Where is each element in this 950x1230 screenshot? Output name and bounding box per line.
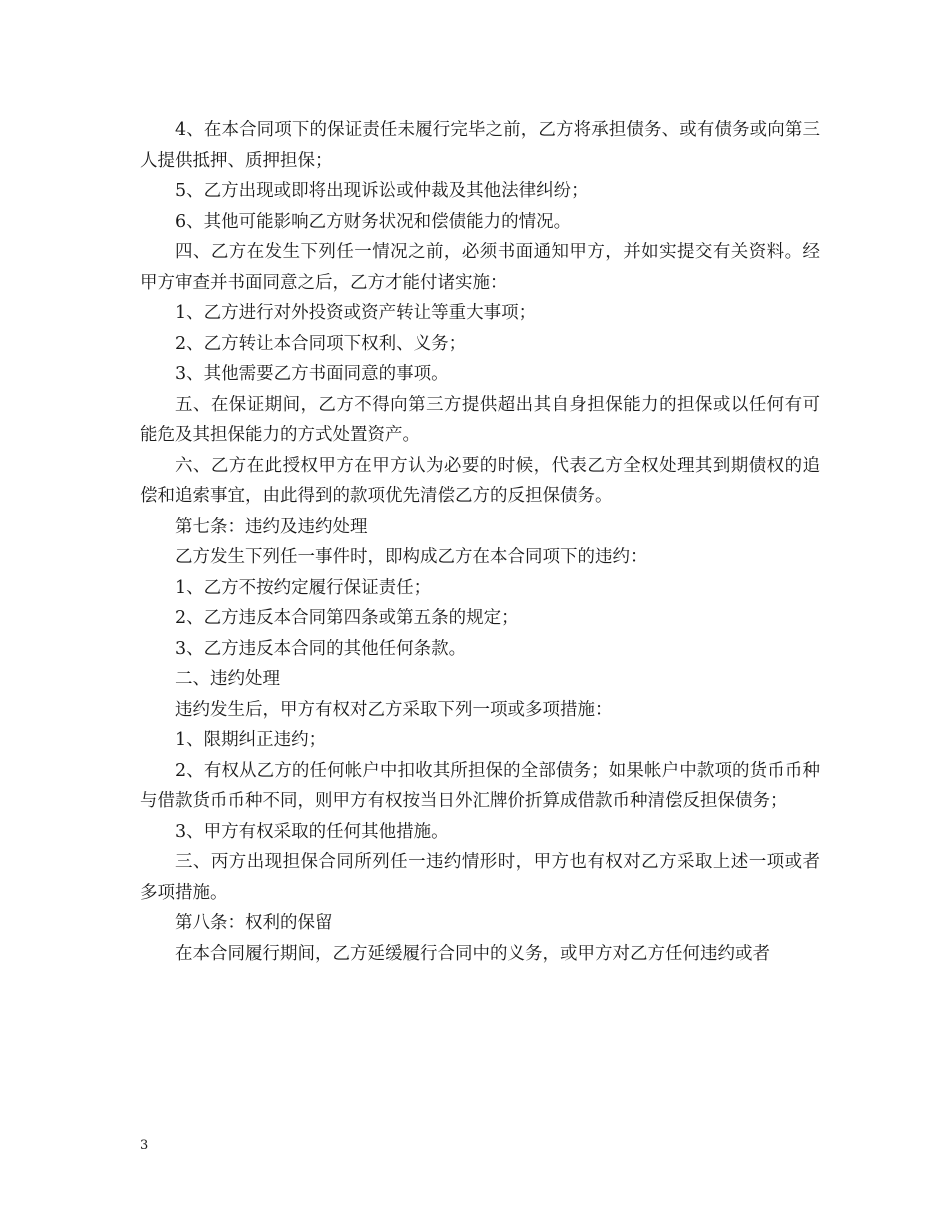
paragraph: 六、乙方在此授权甲方在甲方认为必要的时候，代表乙方全权处理其到期债权的追偿和追索事宜，由此得到的款项优先清偿乙方的反担保债务。 [140, 455, 820, 506]
document-body [140, 115, 820, 969]
section-heading: 第七条：违约及违约处理 [175, 516, 368, 537]
paragraph: 2、乙方违反本合同第四条或第五条的规定； [175, 608, 519, 628]
paragraph: 5、乙方出现或即将出现诉讼或仲裁及其他法律纠纷； [175, 181, 589, 201]
paragraph: 4、在本合同项下的保证责任未履行完毕之前，乙方将承担债务、或有债务或向第三人提供抵押、质押担保； [140, 120, 820, 171]
paragraph: 四、乙方在发生下列任一情况之前，必须书面通知甲方，并如实提交有关资料。经甲方审查并书面同意之后，乙方才能付诸实施： [140, 242, 820, 293]
paragraph: 三、丙方出现担保合同所列任一违约情形时，甲方也有权对乙方采取上述一项或者多项措施。 [140, 852, 820, 903]
paragraph: 1、乙方不按约定履行保证责任； [175, 577, 432, 598]
page-number: 3 [140, 1138, 149, 1153]
paragraph: 3、乙方违反本合同的其他任何条款。 [175, 638, 467, 659]
paragraph: 乙方发生下列任一事件时，即构成乙方在本合同项下的违约： [175, 547, 648, 567]
paragraph: 3、其他需要乙方书面同意的事项。 [175, 364, 449, 384]
paragraph: 1、乙方进行对外投资或资产转让等重大事项； [175, 303, 537, 323]
paragraph: 2、乙方转让本合同项下权利、义务； [175, 333, 467, 354]
paragraph: 2、有权从乙方的任何帐户中扣收其所担保的全部债务；如果帐户中款项的货币币种与借款货币币种不同，则甲方有权按当日外汇牌价折算成借款币种清偿反担保债务； [140, 760, 820, 811]
section-heading: 第八条：权利的保留 [175, 913, 333, 933]
paragraph: 3、甲方有权采取的任何其他措施。 [175, 821, 449, 842]
subsection-heading: 二、违约处理 [175, 669, 280, 689]
paragraph: 在本合同履行期间，乙方延缓履行合同中的义务，或甲方对乙方任何违约或者 [175, 943, 770, 964]
paragraph: 1、限期纠正违约； [175, 730, 327, 750]
paragraph: 6、其他可能影响乙方财务状况和偿债能力的情况。 [175, 211, 572, 232]
paragraph: 五、在保证期间，乙方不得向第三方提供超出其自身担保能力的担保或以任何有可能危及其担保能力的方式处置资产。 [140, 394, 820, 445]
paragraph: 违约发生后，甲方有权对乙方采取下列一项或多项措施： [175, 699, 613, 720]
